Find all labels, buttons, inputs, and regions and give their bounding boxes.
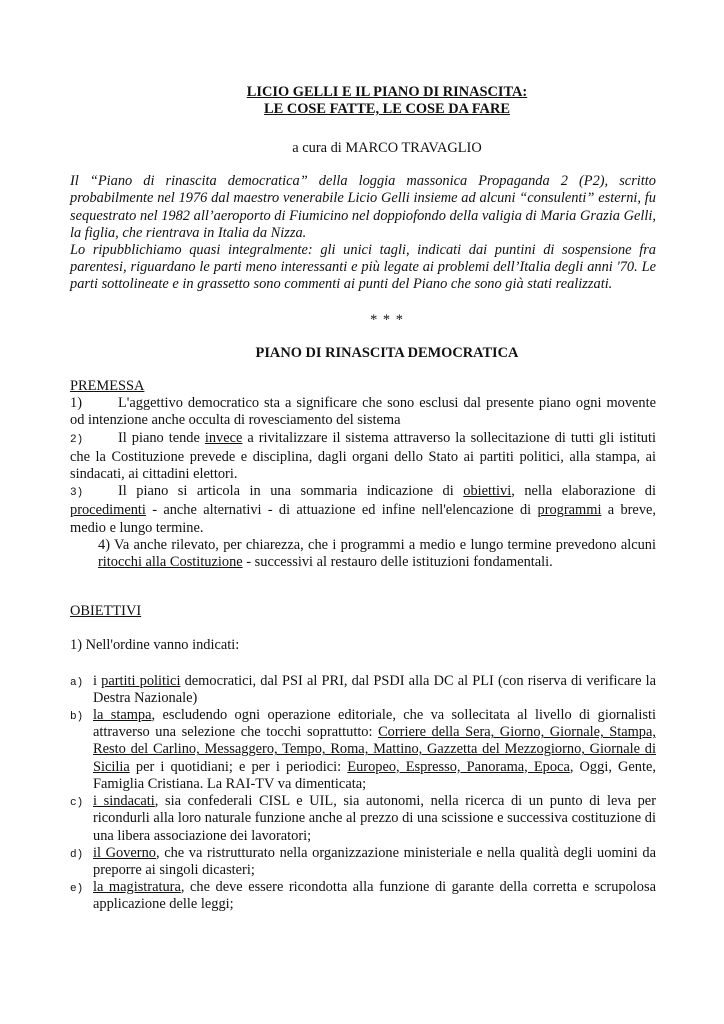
section-separator: * * * [370,311,404,328]
premessa-point-3 [70,483,656,537]
item-b-letter: b) [70,711,84,724]
item-b-underlined-2: Corriere della Sera, Giorno, Giornale, Stampa, Resto del Carlino, Messaggero, Tempo, Roma, Mattino, Gazzetta del Mezzogiorno, Giornale di Sicilia [93,724,656,775]
point-3-underlined-3: programmi [537,502,602,519]
item-d-underlined: il Governo [93,844,156,861]
item-b-body [93,707,656,793]
item-b-underlined-1: la stampa [93,707,152,724]
item-d-letter: d) [70,848,84,861]
item-b-text-1: , escludendo ogni operazione editoriale, che va sollecitata al livello di giornalisti attraverso una selezione che tocchi soprattutto: [93,707,656,741]
point-4-underlined: ritocchi alla Costituzione [98,554,243,571]
premessa-point-1 [70,395,656,429]
point-2-text-a: Il piano tende [118,429,205,446]
item-e-letter: e) [70,883,84,896]
document-page [70,84,656,914]
point-2-underlined: invece [204,429,243,446]
list-item-b [70,707,656,793]
title-line-2: LE COSE FATTE, LE COSE DA FARE [264,101,510,117]
premessa-heading: PREMESSA [70,378,145,395]
item-a-underlined: partiti politici [101,672,181,689]
item-b-text-2: per i quotidiani; e per i periodici: [129,758,348,775]
point-4-text-b: - successivi al restauro delle istituzioni fondamentali. [242,554,553,571]
item-b-text-3: , Oggi, Gente, Famiglia Cristiana. La RAI-TV va dimenticata; [93,758,656,792]
obiettivi-section [70,603,656,913]
document-title [118,84,656,118]
point-2-number: 2) [70,433,84,446]
plan-title: PIANO DI RINASCITA DEMOCRATICA [255,344,519,361]
point-1-text: L'aggettivo democratico sta a significare che sono esclusi dal presente piano ogni movente od intenzione anche occulta di rovesciamento del sistema [70,395,656,429]
item-a-body [93,673,656,707]
item-c-underlined: i sindacati [93,793,155,810]
point-3-text-b: , nella elaborazione di [511,483,657,500]
intro-paragraph-1: Il “Piano di rinascita democratica” della loggia massonica Propaganda 2 (P2), scritto probabilmente nel 1976 dal maestro venerabile Licio Gelli insieme ad alcuni “consulenti” esterni, fu sequestrato nel 1982 all’aeroporto di Fiumicino nel doppiofondo della valigia di Maria Grazia Gelli, la figlia, che rientrava in Italia da Nizza. [70,173,656,241]
premessa-section [70,378,656,571]
point-4-text-a: 4) Va anche rilevato, per chiarezza, che i programmi a medio e lungo termine prevedono alcuni [98,536,656,553]
point-1-number: 1) [70,395,82,412]
point-3-underlined-2: procedimenti [70,502,146,519]
item-e-text: , che deve essere ricondotta alla funzione di garante della corretta e scrupolosa applicazione delle leggi; [93,879,656,913]
item-a-pre: i [93,672,102,689]
premessa-point-2 [70,430,656,484]
item-d-text: , che va ristrutturato nella organizzazione ministeriale e nella qualità degli uomini da preporre ai singoli dicasteri; [93,844,656,878]
list-item-a [70,673,656,707]
item-e-underlined: la magistratura [93,879,181,896]
item-b-underlined-3: Europeo, Espresso, Panorama, Epoca [347,758,570,775]
obiettivi-intro: 1) Nell'ordine vanno indicati: [70,637,240,654]
obiettivi-heading: OBIETTIVI [70,603,142,620]
curator-line: a cura di MARCO TRAVAGLIO [292,140,482,156]
point-3-text-d: a breve, medio e lungo termine. [70,502,657,536]
point-3-number: 3) [70,487,84,500]
premessa-point-4 [98,537,656,571]
point-2-text-b: a rivitalizzare il sistema attraverso la sollecitazione di tutti gli istituti che la Costituzione prevede e disciplina, dagli organi dello Stato ai partiti politici, alla stampa, ai sindacati, ai cittadini elettori. [70,429,657,483]
item-d-body [93,845,656,879]
list-item-e [70,879,656,913]
item-c-text: , sia confederali CISL e UIL, sia autonomi, nella ricerca di un punto di leva per ricondurli alla loro naturale funzione anche al prezzo di una scissione e successiva costituzione di una libera associazione dei lavoratori; [93,793,656,844]
item-a-letter: a) [70,676,84,689]
item-e-body [93,879,656,913]
item-c-body [93,793,656,845]
item-c-letter: c) [70,797,84,810]
title-line-1: LICIO GELLI E IL PIANO DI RINASCITA: [246,84,528,100]
list-item-c [70,793,656,845]
list-item-d [70,845,656,879]
point-3-underlined-1: obiettivi [463,483,512,500]
obiettivi-list [70,673,656,914]
item-a-text: democratici, dal PSI al PRI, dal PSDI alla DC al PLI (con riserva di verificare la Destra Nazionale) [93,672,657,706]
point-3-text-a: Il piano si articola in una sommaria indicazione di [118,483,464,500]
point-3-text-c: - anche alternativi - di attuazione ed infine nell'elencazione di [145,502,538,519]
intro-text [70,173,656,293]
intro-paragraph-2: Lo ripubblichiamo quasi integralmente: gli unici tagli, indicati dai puntini di sospensione fra parentesi, riguardano le parti meno interessanti e più legate ai problemi dell’Italia degli anni '70. Le parti sottolineate e in grassetto sono commenti ai punti del Piano che sono già stati realizzati. [70,242,656,293]
